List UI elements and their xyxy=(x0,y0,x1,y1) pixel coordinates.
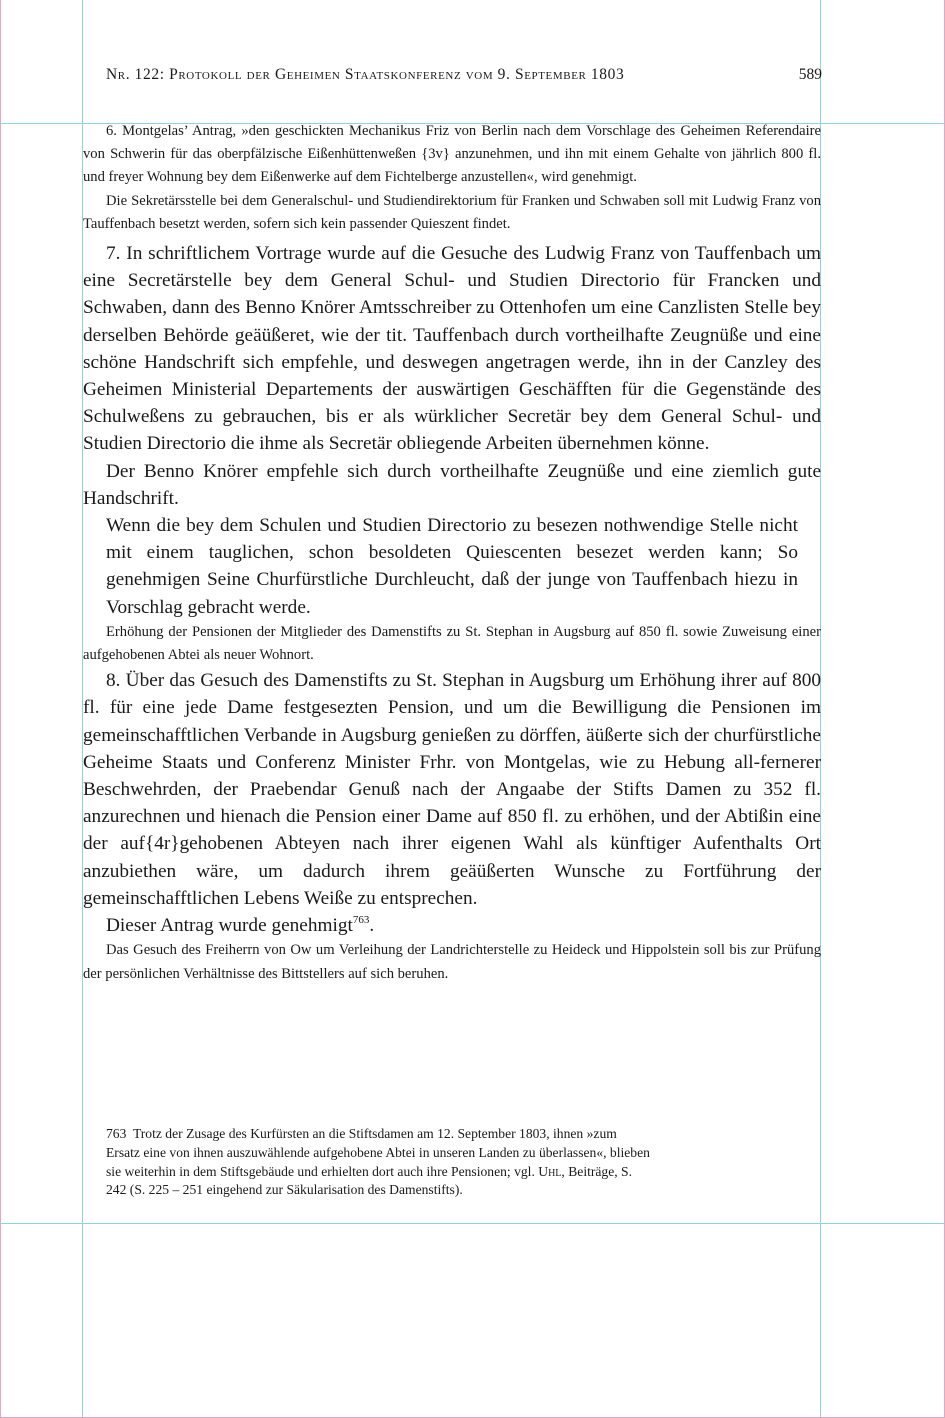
summary-paragraph: Das Gesuch des Freiherrn von Ow um Verleihung der Landrichterstelle zu Heideck und Hippolstein soll bis zur Prüfung der persönlichen Verhältnisse des Bittstellers auf sich beruhen. xyxy=(83,942,821,982)
approval-period: . xyxy=(369,915,375,937)
footnote-text: Trotz der Zusage des Kurfürsten an die Stiftsdamen am 12. September 1803, ihnen »zum Ersatz eine von ihnen auszuwählende aufgehobene Abtei in unseren Landen zu überlassen«, blieben sie weiterhin in dem Stiftsgebäude und erhielten dort auch ihre Pensionen; vgl. xyxy=(106,1126,650,1179)
page-edge-left xyxy=(0,0,1,1418)
approval-text: Dieser Antrag wurde genehmigt xyxy=(106,915,353,937)
protocol-paragraph: 8. Über das Gesuch des Damenstifts zu St. Stephan in Augsburg um Erhöhung ihrer auf 800 fl. für eine jede Dame festgesezten Pension, und um die Bewilligung die Pensionen im gemeinschafftlichen Verbande in Augsburg genießen zu dörffen, äüßerte sich der churfürstliche Geheime Staats und Conferenz Minister Frhr. von Montgelas, wie zu Hebung all-fernerer Beschwehrden, der Praebendar Genuß nach der Angaabe der Stifts Damen zu 352 fl. anzurechnen und hienach die Pension einer Dame auf 850 fl. zu erhöhen, und der Abtißin eine der auf{4r}gehobenen Abteyen nach ihrer eigenen Wahl als künftiger Aufenthalts Ort anzubiethen wäre, um dadurch ihrem geäüßerten Wunsche zu Fortführung der gemeinschafftlichen Lebens Weiße zu entsprechen. xyxy=(83,670,821,909)
main-text xyxy=(83,120,821,986)
protocol-paragraph xyxy=(83,912,821,939)
running-head-title: Nr. 122: Protokoll der Geheimen Staatskonferenz vom 9. September 1803 xyxy=(106,66,625,83)
footnote xyxy=(106,1125,651,1200)
page-number: 589 xyxy=(798,66,822,83)
footnote-author: Uhl xyxy=(538,1163,562,1179)
summary-paragraph: Erhöhung der Pensionen der Mitglieder des Damenstifts zu St. Stephan in Augsburg auf 850 fl. sowie Zuweisung einer aufgehobenen Abtei als neuer Wohnort. xyxy=(83,623,821,664)
guide-line-bottom xyxy=(0,1223,945,1224)
footnote-reference[interactable]: 763 xyxy=(352,914,370,927)
running-head xyxy=(106,66,822,84)
protocol-paragraph: Der Benno Knörer empfehle sich durch vortheilhafte Zeugnüße und eine ziemlich gute Handschrift. xyxy=(83,460,821,509)
footnote-number: 763 xyxy=(106,1126,127,1141)
summary-paragraph: 6. Montgelas’ Antrag, »den geschickten Mechanikus Friz von Berlin nach dem Vorschlage des Geheimen Referendaire von Schwerin für das oberpfälzische Eißenhüttenweßen {3v} anzunehmen, und ihn mit einem Gehalte von jährlich 800 fl. und freyer Wohnung bey dem Eißenwerke auf dem Fichtelberge anzustellen«, wird genehmigt. xyxy=(83,123,821,186)
protocol-paragraph: 7. In schriftlichem Vortrage wurde auf die Gesuche des Ludwig Franz von Tauffenbach um eine Secretärstelle bey dem General Schul- und Studien Directorio für Francken und Schwaben, dann des Benno Knörer Amtsschreiber zu Ottenhofen um eine Canzlisten Stelle bey derselben Behörde geäüßeret, wie der tit. Tauffenbach durch vortheilhafte Zeugnüße und eine schöne Handschrift sich empfehle, und deswegen angetragen werde, ihn in der Canzley des Geheimen Ministerial Departements der auswärtigen Geschäfften für die Gegenstände des Schulweßens zu gebrauchen, bis er als würklicher Secretär bey dem General Schul- und Studien Directorio die ihme als Secretär obliegende Arbeiten übernehmen könne. xyxy=(83,243,821,455)
resolution-block: Wenn die bey dem Schulen und Studien Directorio zu besezen nothwendige Stelle nicht mit einem tauglichen, schon besoldeten Quiescenten besezet werden kann; So genehmigen Seine Churfürstliche Durchleucht, daß der junge von Tauffenbach hiezu in Vorschlag gebracht werde. xyxy=(106,515,798,618)
footnote-text-end: , Beiträge, S. 242 (S. 225 – 251 eingehend zur Säkularisation des Damenstifts). xyxy=(106,1163,633,1198)
summary-paragraph: Die Sekretärsstelle bei dem Generalschul- und Studiendirektorium für Franken und Schwaben soll mit Ludwig Franz von Tauffenbach besetzt werden, sofern sich kein passender Quieszent findet. xyxy=(83,192,821,232)
